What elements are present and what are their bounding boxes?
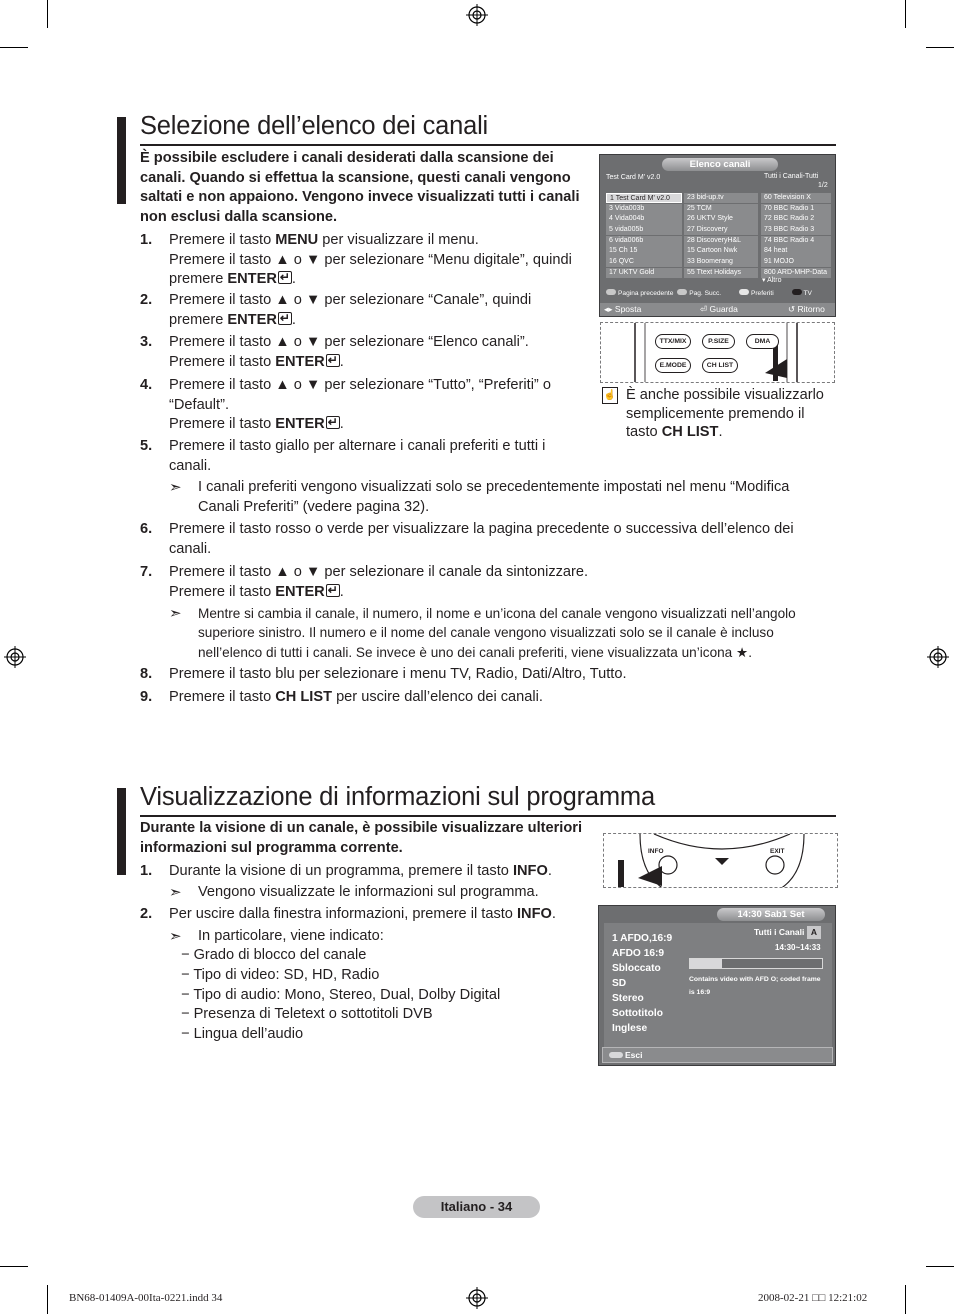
crop-mark	[0, 47, 28, 48]
osd-column-2	[684, 193, 758, 279]
crop-mark	[905, 1285, 906, 1314]
osd-page: 1/2	[818, 182, 828, 189]
section-bar	[117, 117, 131, 204]
channel-list-osd	[599, 154, 836, 317]
osd-progress-fill	[690, 959, 722, 968]
remote-body	[601, 323, 835, 383]
channel-row[interactable]: 73 BBC Radio 3	[761, 225, 831, 235]
list-item: − Presenza di Teletext o sottotitoli DVB	[181, 1006, 433, 1022]
enter-icon	[326, 354, 340, 367]
channel-row[interactable]: 28 DiscoveryH&L	[684, 236, 758, 246]
osd-column-1	[606, 193, 682, 279]
channel-row[interactable]: 16 QVC	[606, 257, 682, 267]
enter-icon	[278, 271, 292, 284]
channel-row[interactable]: 23 bid-up.tv	[684, 193, 758, 203]
info-button[interactable]: INFO	[648, 848, 664, 855]
dma-button[interactable]: DMA	[746, 334, 779, 349]
registration-mark-icon	[4, 646, 26, 668]
note-arrow-icon: ➣	[169, 884, 182, 901]
channel-row[interactable]: 5 vida005b	[606, 225, 682, 235]
section-rule	[140, 144, 836, 146]
channel-row[interactable]: 70 BBC Radio 1	[761, 204, 831, 214]
channel-row[interactable]: 27 Discovery	[684, 225, 758, 235]
list-item: − Tipo di audio: Mono, Stereo, Dual, Dolby Digital	[181, 987, 501, 1003]
red-key-icon	[606, 289, 616, 295]
exit-key-icon	[609, 1052, 623, 1058]
file-slug: BN68-01409A-00Ita-0221.indd 34	[69, 1292, 223, 1304]
section-title: Visualizzazione di informazioni sul programma	[140, 783, 655, 811]
osd-time: 14:30~14:33	[775, 943, 821, 952]
crop-mark	[0, 1266, 28, 1267]
blue-key-icon	[792, 289, 802, 295]
channel-row[interactable]: 800 ARD-MHP-Data	[761, 268, 831, 278]
channel-row[interactable]: 1 Test Card M' v2.0	[606, 193, 682, 203]
ch-list-button[interactable]: CH LIST	[702, 358, 738, 373]
step-number: 1.	[140, 232, 153, 248]
section-bar	[117, 788, 131, 875]
crop-mark	[926, 1266, 954, 1267]
channel-row[interactable]: 55 Ttext Holidays	[684, 268, 758, 278]
registration-mark-icon	[927, 646, 949, 668]
exit-button[interactable]: EXIT	[770, 848, 785, 855]
section-intro: È possibile escludere i canali desiderati dalla scansione dei canali. Quando si effettua la scansione, questi canali vengono saltati e non appaiono. Vengono invece visualizzati tutti i canali non esclusi dalla scansione.	[140, 150, 580, 225]
green-key-icon	[677, 289, 687, 295]
section-rule	[140, 815, 836, 817]
note-arrow-icon: ➣	[169, 605, 182, 622]
channel-row[interactable]: 17 UKTV Gold	[606, 268, 682, 278]
enter-icon	[326, 416, 340, 429]
channel-row[interactable]: 72 BBC Radio 2	[761, 214, 831, 224]
osd-nav-return: ↺ Ritorno	[788, 304, 825, 314]
osd-nav-bar	[600, 303, 835, 316]
crop-mark	[47, 0, 48, 28]
remote-illustration	[600, 322, 835, 383]
osd-exit-bar: Esci	[602, 1047, 833, 1063]
osd-list: Tutti i Canali	[754, 927, 805, 937]
registration-mark-icon	[466, 1287, 488, 1309]
osd-header: 14:30 Sab1 Set	[717, 908, 825, 921]
list-item: − Grado di blocco del canale	[181, 947, 367, 963]
registration-mark-icon	[466, 4, 488, 26]
channel-row[interactable]: 4 Vida004b	[606, 214, 682, 224]
yellow-key-icon	[739, 289, 749, 295]
channel-row[interactable]: 60 Television X	[761, 193, 831, 203]
channel-row[interactable]: 15 Ch 15	[606, 246, 682, 256]
note-arrow-icon: ➣	[169, 928, 182, 945]
note-arrow-icon: ➣	[169, 479, 182, 496]
p-size-button[interactable]: P.SIZE	[702, 334, 735, 349]
ttx-mix-button[interactable]: TTX/MIX	[655, 334, 691, 349]
remote-body	[604, 834, 838, 888]
osd-nav-move: ◂▸ Sposta	[604, 304, 642, 314]
channel-row[interactable]: 33 Boomerang	[684, 257, 758, 267]
list-item: − Tipo di video: SD, HD, Radio	[181, 967, 380, 983]
e-mode-button[interactable]: E.MODE	[655, 358, 691, 373]
osd-current-channel: Test Card M' v2.0	[606, 174, 661, 181]
osd-legend: Pagina precedente Pag. Succ. Preferiti TV	[606, 289, 812, 297]
channel-row[interactable]: 25 TCM	[684, 204, 758, 214]
osd-header: Elenco canali	[662, 158, 778, 171]
osd-mode: Tutti i Canali-Tutti	[764, 173, 819, 180]
remote-illustration	[603, 833, 838, 888]
osd-column-3	[761, 193, 831, 279]
osd-badge: A	[807, 926, 821, 939]
osd-nav-watch: ⏎ Guarda	[700, 304, 738, 314]
enter-icon	[278, 312, 292, 325]
enter-icon	[326, 584, 340, 597]
channel-row[interactable]: 6 vida006b	[606, 236, 682, 246]
osd-description: Contains video with AFD O; coded frame is 16:9	[689, 976, 821, 996]
section-intro: Durante la visione di un canale, è possibile visualizzare ulteriori informazioni sul programma corrente.	[140, 820, 583, 856]
channel-row[interactable]: 74 BBC Radio 4	[761, 236, 831, 246]
hand-icon: ☝	[602, 387, 618, 404]
section-title: Selezione dell’elenco dei canali	[140, 112, 489, 140]
list-item: − Lingua dell’audio	[181, 1026, 304, 1042]
channel-row[interactable]: 91 MOJO	[761, 257, 831, 267]
channel-row[interactable]: 84 heat	[761, 246, 831, 256]
osd-progress-bar	[689, 958, 823, 969]
channel-row[interactable]: 15 Cartoon Nwk	[684, 246, 758, 256]
crop-mark	[47, 1285, 48, 1314]
osd-info-lines: 1 AFDO,16:9 AFDO 16:9 Sbloccato SD Stereo Sottotitolo Inglese	[612, 933, 673, 1034]
osd-more: ▾ Altro	[762, 277, 782, 284]
channel-row[interactable]: 26 UKTV Style	[684, 214, 758, 224]
channel-row[interactable]: 3 Vida003b	[606, 204, 682, 214]
program-info-osd	[598, 905, 836, 1066]
crop-mark	[926, 47, 954, 48]
page-number: Italiano - 34	[413, 1196, 540, 1218]
date-slug: 2008-02-21 □□ 12:21:02	[758, 1292, 868, 1304]
crop-mark	[905, 0, 906, 28]
